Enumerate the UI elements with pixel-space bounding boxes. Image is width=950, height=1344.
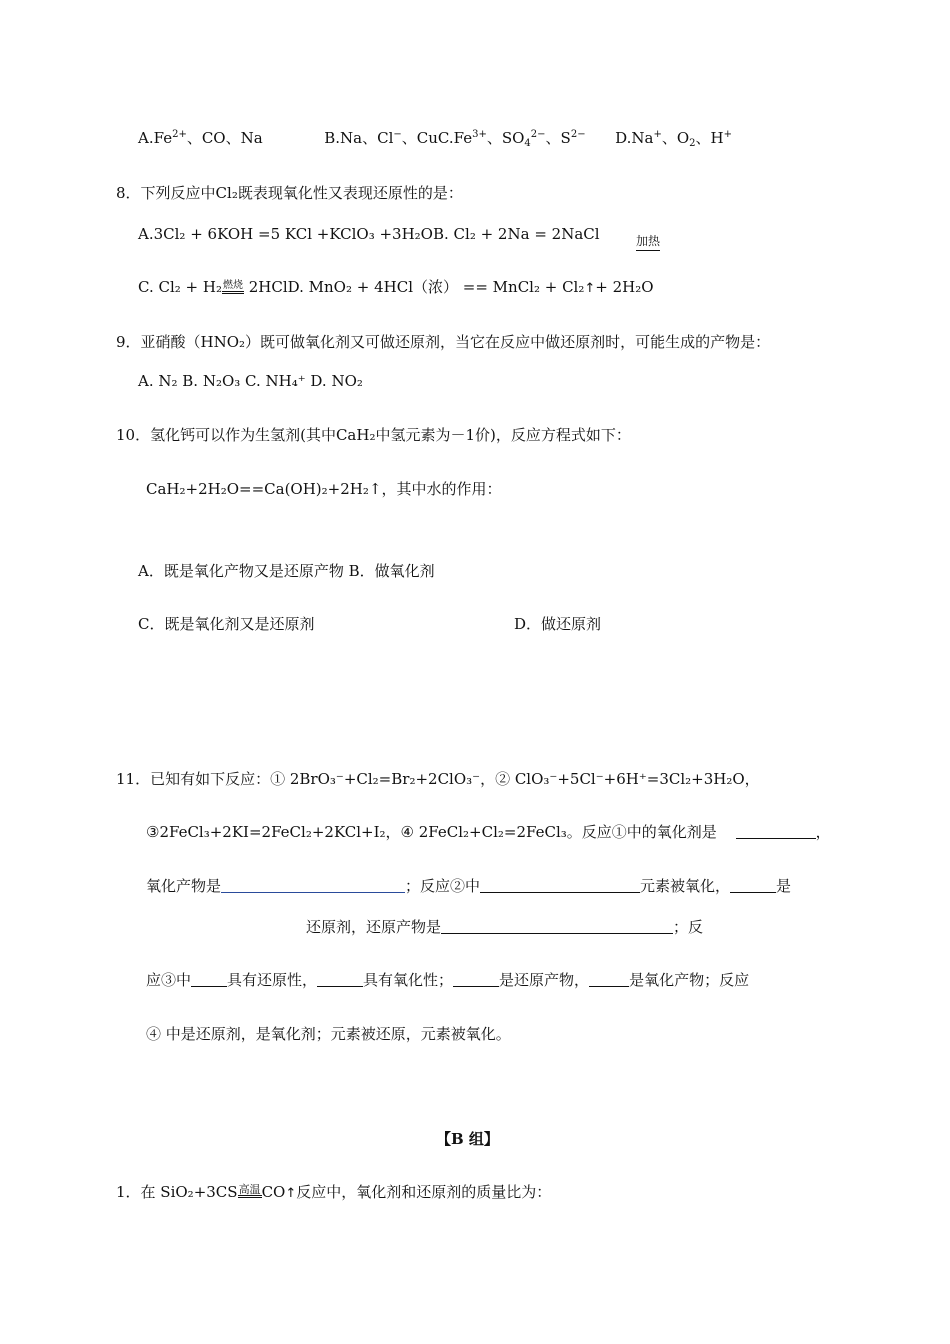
text: 具有氧化性； xyxy=(363,971,454,989)
answer-blank-reduction-product[interactable] xyxy=(441,917,673,934)
text: 氧化产物是 xyxy=(146,877,222,895)
text: ；反应②中 xyxy=(405,877,481,895)
sub: 2 xyxy=(689,138,696,149)
q11-line-5 xyxy=(146,970,749,990)
q7-option-a-rest: 、CO、Na xyxy=(186,129,263,147)
answer-blank-oxidized-element[interactable] xyxy=(480,876,640,893)
sup: − xyxy=(393,129,402,140)
text: 、S xyxy=(545,129,571,147)
sup: 2+ xyxy=(172,129,187,140)
q11-line-3 xyxy=(146,876,791,896)
q11-line-1: 11．已知有如下反应：① 2BrO₃⁻+Cl₂=Br₂+2ClO₃⁻，② ClO₃⁻+5Cl⁻+6H⁺=3Cl₂+3H₂O， xyxy=(116,770,760,788)
q10-option-d: D．做还原剂 xyxy=(514,615,602,633)
q7-options xyxy=(138,128,732,148)
sup: 2− xyxy=(570,129,586,140)
sup: 2− xyxy=(530,129,546,140)
text: 是还原产物， xyxy=(499,971,590,989)
q10-option-c: C．既是氧化剂又是还原剂 xyxy=(138,615,315,633)
q11-line-6: ④ 中是还原剂，是氧化剂；元素被还原，元素被氧化。 xyxy=(146,1025,511,1043)
text: 、H xyxy=(695,129,724,147)
high-temp-condition: 高温 xyxy=(238,1183,261,1196)
gas-arrow-icon: ↑ xyxy=(584,281,596,296)
sub: 4 xyxy=(524,138,531,149)
q7-option-c: C.Fe xyxy=(437,129,473,147)
text: 元素被氧化， xyxy=(640,877,731,895)
q11-line-4 xyxy=(306,917,703,937)
q8-options-cd xyxy=(138,277,654,299)
q7-option-a: A.Fe xyxy=(138,129,173,147)
text: 是氧化产物；反应 xyxy=(629,971,750,989)
q7-option-b: B.Na、Cl xyxy=(324,129,394,147)
q7-option-d: D.Na xyxy=(615,129,654,147)
text: 、SO xyxy=(486,129,525,147)
text: ③2FeCl₃+2KI=2FeCl₂+2KCl+I₂，④ 2FeCl₂+Cl₂=2FeCl₃。反应①中的氧化剂是 xyxy=(146,823,717,841)
text: CO xyxy=(261,1183,286,1201)
text: 反应中，氧化剂和还原剂的质量比为： xyxy=(296,1183,552,1201)
answer-blank-oxidation-product[interactable] xyxy=(221,876,405,893)
q10-equation: CaH₂+2H₂O==Ca(OH)₂+2H₂↑，其中水的作用： xyxy=(146,480,502,498)
b1-stem xyxy=(116,1182,551,1204)
q9-options: A. N₂ B. N₂O₃ C. NH₄⁺ D. NO₂ xyxy=(138,372,363,390)
q9-stem: 9．亚硝酸（HNO₂）既可做氧化剂又可做还原剂，当它在反应中做还原剂时，可能生成的产物是： xyxy=(116,333,771,351)
text: 还原剂，还原产物是 xyxy=(306,918,442,936)
text: ， xyxy=(815,823,831,841)
q8-option-c: C. Cl₂ + H₂ xyxy=(138,278,222,296)
answer-blank-reducing[interactable] xyxy=(191,970,227,987)
answer-blank-reduction-product-3[interactable] xyxy=(453,970,499,987)
text: + 2H₂O xyxy=(595,278,654,296)
q10-options-ab: A．既是氧化产物又是还原产物 B．做氧化剂 xyxy=(138,562,435,580)
q11-line-2 xyxy=(146,822,831,842)
q7-option-b-rest: 、Cu xyxy=(401,129,438,147)
heat-condition-label: 加热 xyxy=(636,234,660,251)
burn-condition: 燃烧 xyxy=(222,281,244,294)
answer-blank-oxidation-product-3[interactable] xyxy=(589,970,629,987)
q8-option-d: 2HClD. MnO₂ + 4HCl（浓） == MnCl₂ + Cl₂ xyxy=(243,278,585,296)
sup: + xyxy=(723,129,733,140)
sup: + xyxy=(653,129,662,140)
text: 是 xyxy=(776,877,792,895)
answer-blank-oxidant[interactable] xyxy=(736,822,816,839)
gas-arrow-icon: ↑ xyxy=(285,1186,297,1201)
section-b-title: 【B 组】 xyxy=(436,1130,499,1148)
answer-blank-oxidizing[interactable] xyxy=(317,970,363,987)
text: ；反 xyxy=(673,918,704,936)
text: 具有还原性， xyxy=(227,971,318,989)
q10-stem: 10．氢化钙可以作为生氢剂(其中CaH₂中氢元素为－1价)，反应方程式如下： xyxy=(116,426,631,444)
sup: 3+ xyxy=(472,129,487,140)
text: 、O xyxy=(661,129,690,147)
q8-options-ab: A.3Cl₂ + 6KOH =5 KCl +KClO₃ +3H₂OB. Cl₂ + 2Na = 2NaCl xyxy=(138,225,600,243)
answer-blank-reductant[interactable] xyxy=(730,876,776,893)
text: 1．在 SiO₂+3CS xyxy=(116,1183,238,1201)
q8-stem: 8．下列反应中Cl₂既表现氧化性又表现还原性的是： xyxy=(116,184,463,202)
text: 应③中 xyxy=(146,971,192,989)
